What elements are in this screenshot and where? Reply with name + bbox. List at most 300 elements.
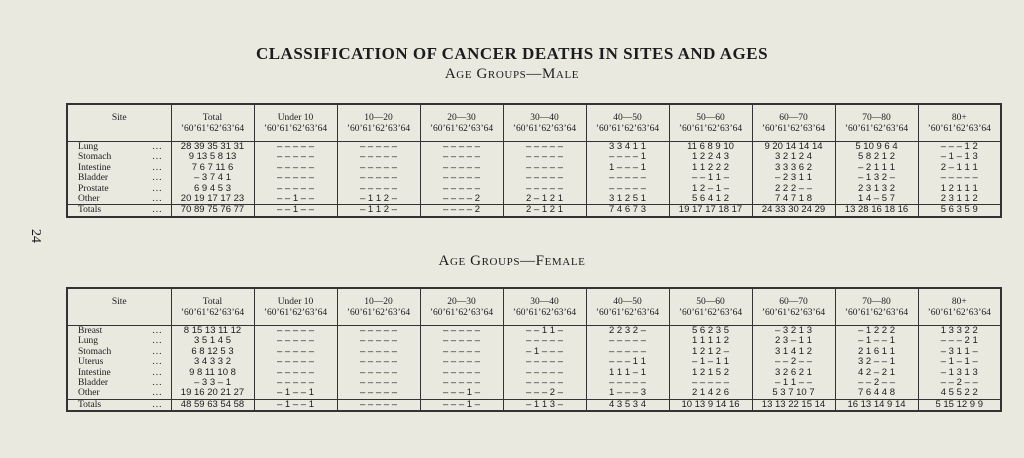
column-header: [669, 288, 752, 326]
leader-dots: ...: [152, 205, 163, 216]
table-cell: – – – – –: [277, 345, 314, 357]
table-cell: – – – – –: [360, 387, 397, 399]
site-header: Site: [67, 288, 171, 326]
total-value: 70 89 75 76 77: [180, 204, 245, 216]
table-cell: – – – – –: [360, 141, 397, 152]
site-name: Stomach: [78, 152, 112, 163]
column-header: [171, 288, 254, 326]
table-cell: – 1 – – –: [526, 345, 563, 357]
table-cell: 6 8 12 5 3: [191, 345, 234, 357]
total-value: – 1 – – 1: [277, 398, 314, 410]
value-column: [503, 326, 586, 400]
site-line: [68, 152, 171, 162]
age-group-label: 70—80: [862, 297, 891, 307]
table-cell: – – – – –: [360, 366, 397, 378]
value-column: [337, 142, 420, 205]
total-value: 13 28 16 18 16: [844, 204, 909, 216]
total-value: 7 4 6 7 3: [609, 204, 646, 216]
site-line: [68, 205, 171, 215]
leader-dots: ...: [152, 173, 163, 184]
totals-row: [67, 205, 1001, 217]
value-column: [669, 326, 752, 400]
totals-cell: [254, 399, 337, 411]
years-label: ’60’61’62’63’64: [346, 124, 411, 134]
table-cell: – – – – –: [443, 376, 480, 388]
site-line: [68, 388, 171, 398]
table-cell: 1 4 – 5 7: [858, 192, 895, 204]
table-cell: – – – 1 –: [443, 387, 480, 399]
leader-dots: ...: [152, 336, 163, 347]
value-column: [752, 326, 835, 400]
table-cell: – – – – –: [277, 182, 314, 194]
age-group-label: 40—50: [613, 113, 642, 123]
table-cell: 9 13 5 8 13: [188, 151, 237, 163]
table-cell: 1 2 1 2 –: [692, 345, 729, 357]
table-cell: – – 2 – –: [858, 376, 895, 388]
table-body-row: [67, 326, 1001, 400]
site-column: [67, 142, 171, 205]
table-cell: – – 1 1 –: [526, 325, 563, 336]
table-cell: 9 20 14 14 14: [764, 141, 823, 152]
column-header: [752, 288, 835, 326]
table-cell: – – – – –: [360, 356, 397, 368]
years-label: ’60’61’62’63’64: [761, 308, 826, 318]
column-header: [420, 104, 503, 142]
table-cell: – – – – –: [277, 335, 314, 347]
totals-cell: [337, 205, 420, 217]
table-cell: – – – – –: [360, 172, 397, 184]
table-cell: – 1 2 2 2: [858, 325, 895, 336]
value-column: [171, 142, 254, 205]
table-cell: – – – – –: [277, 161, 314, 173]
table-cell: – – – 1 1: [609, 356, 646, 368]
leader-dots: ...: [152, 399, 163, 410]
table-cell: – – – – –: [360, 182, 397, 194]
totals-cell: [835, 205, 918, 217]
table-body-row: [67, 142, 1001, 205]
table-cell: 4 2 – 2 1: [858, 366, 895, 378]
column-header: [586, 104, 669, 142]
table-cell: – – 1 1 –: [692, 172, 729, 184]
table-cell: – – – – –: [609, 182, 646, 194]
age-group-label: Total: [202, 297, 223, 307]
female-table: [66, 287, 1002, 412]
table-cell: 5 10 9 6 4: [855, 141, 898, 152]
total-value: 5 6 3 5 9: [940, 204, 978, 216]
male-table: [66, 103, 1002, 218]
table-cell: – – – – –: [526, 161, 563, 173]
totals-cell: [669, 399, 752, 411]
table-cell: – 1 1 2 –: [360, 192, 397, 204]
total-value: 13 13 22 15 14: [761, 398, 826, 410]
table-cell: – 1 – – 1: [858, 335, 895, 347]
table-cell: 3 2 1 2 4: [775, 151, 812, 163]
site-name: Stomach: [78, 346, 112, 357]
years-label: ’60’61’62’63’64: [346, 308, 411, 318]
table-cell: 4 5 5 2 2: [940, 387, 978, 399]
table-cell: 7 6 7 11 6: [191, 161, 234, 173]
site-line: [68, 326, 171, 336]
leader-dots: ...: [152, 367, 163, 378]
site-header: Site: [67, 104, 171, 142]
years-label: ’60’61’62’63’64: [263, 308, 328, 318]
age-group-label: 80+: [951, 297, 967, 307]
table-cell: 28 39 35 31 31: [180, 141, 245, 152]
page-number: 24: [28, 229, 43, 243]
years-label: ’60’61’62’63’64: [678, 124, 743, 134]
table-cell: – – – – –: [277, 325, 314, 336]
total-value: – 1 1 2 –: [360, 204, 397, 216]
age-group-label: 20—30: [447, 113, 476, 123]
table-cell: 2 – 1 2 1: [526, 192, 563, 204]
table-cell: 20 19 17 17 23: [180, 192, 245, 204]
site-line: [68, 378, 171, 388]
total-value: 16 13 14 9 14: [847, 398, 906, 410]
age-group-label: 50—60: [696, 297, 725, 307]
leader-dots: ...: [152, 152, 163, 163]
site-line: [68, 163, 171, 173]
table-cell: – – – – –: [360, 161, 397, 173]
leader-dots: ...: [152, 326, 163, 336]
table-cell: – – – – –: [526, 172, 563, 184]
table-cell: – – 1 – –: [277, 192, 314, 204]
total-value: 19 17 17 18 17: [678, 204, 743, 216]
site-name: Uterus: [78, 357, 104, 368]
table-cell: 3 2 – – 1: [858, 356, 895, 368]
column-header: [835, 104, 918, 142]
totals-cell: [752, 205, 835, 217]
totals-label: Totals: [78, 205, 102, 216]
table-cell: 1 – – – 1: [609, 161, 646, 173]
table-cell: – – – – –: [609, 376, 646, 388]
table-cell: 2 2 2 – –: [775, 182, 812, 194]
table-cell: – – 2 – –: [775, 356, 812, 368]
value-column: [918, 326, 1001, 400]
site-name: Prostate: [78, 183, 109, 194]
site-line: [68, 357, 171, 367]
total-value: – – – – 2: [443, 204, 480, 216]
table-cell: – – – – –: [443, 356, 480, 368]
site-name: Lung: [78, 336, 99, 347]
years-label: ’60’61’62’63’64: [927, 308, 991, 318]
table-cell: 2 3 1 1 2: [940, 192, 978, 204]
table-cell: – – – – –: [443, 325, 480, 336]
age-group-label: 60—70: [779, 113, 808, 123]
table-cell: – – – – –: [277, 356, 314, 368]
site-name: Other: [78, 388, 100, 399]
table-cell: – – – – –: [443, 141, 480, 152]
site-line: [68, 173, 171, 183]
table-cell: 1 1 2 2 2: [692, 161, 729, 173]
site-name: Bladder: [78, 173, 109, 184]
age-group-label: 10—20: [364, 113, 393, 123]
age-group-label: Under 10: [277, 113, 314, 123]
table-cell: – – – – 1: [609, 151, 646, 163]
table-cell: 5 8 2 1 2: [858, 151, 895, 163]
age-group-label: 30—40: [530, 297, 559, 307]
totals-row: [67, 399, 1001, 411]
table-cell: 1 1 1 – 1: [609, 366, 646, 378]
value-column: [254, 142, 337, 205]
column-header: [752, 104, 835, 142]
years-label: ’60’61’62’63’64: [844, 124, 909, 134]
years-label: ’60’61’62’63’64: [512, 308, 577, 318]
column-header: [503, 288, 586, 326]
value-column: [835, 326, 918, 400]
column-header: [337, 104, 420, 142]
header-row: [67, 288, 1001, 326]
table-cell: 3 1 4 1 2: [775, 345, 812, 357]
table-cell: – – – – –: [692, 376, 729, 388]
header-row: [67, 104, 1001, 142]
totals-cell: [337, 399, 420, 411]
age-group-label: 40—50: [613, 297, 642, 307]
age-group-label: 20—30: [447, 297, 476, 307]
column-header: [918, 288, 1001, 326]
table-cell: – – – – –: [526, 335, 563, 347]
totals-cell: [918, 205, 1001, 217]
totals-cell: [586, 205, 669, 217]
totals-cell: [503, 399, 586, 411]
table-cell: – 1 1 – –: [775, 376, 812, 388]
table-cell: 3 1 2 5 1: [609, 192, 646, 204]
value-column: [420, 326, 503, 400]
table-cell: 1 1 1 1 2: [692, 335, 729, 347]
site-name: Bladder: [78, 377, 109, 388]
value-column: [669, 142, 752, 205]
table-cell: – 1 – – 1: [277, 387, 314, 399]
table-cell: 1 2 – 1 –: [692, 182, 729, 194]
table-cell: – 3 7 4 1: [194, 172, 231, 184]
years-label: ’60’61’62’63’64: [180, 124, 245, 134]
leader-dots: ...: [152, 142, 163, 152]
years-label: ’60’61’62’63’64: [263, 124, 328, 134]
totals-cell: [503, 205, 586, 217]
table-cell: – – – – 2: [443, 192, 480, 204]
table-cell: – 2 3 1 1: [775, 172, 812, 184]
table-cell: – – – – –: [277, 376, 314, 388]
total-value: – – – – –: [360, 398, 397, 410]
leader-dots: ...: [152, 183, 163, 194]
table-cell: 1 2 1 5 2: [692, 366, 729, 378]
leader-dots: ...: [152, 388, 163, 399]
column-header: [254, 288, 337, 326]
age-group-label: 30—40: [530, 113, 559, 123]
table-cell: – – – 1 2: [940, 141, 978, 152]
column-header: [337, 288, 420, 326]
table-cell: 2 – 1 1 1: [940, 161, 978, 173]
table-cell: – – – – –: [609, 335, 646, 347]
table-cell: 5 6 2 3 5: [692, 325, 729, 336]
years-label: ’60’61’62’63’64: [761, 124, 826, 134]
age-group-label: 10—20: [364, 297, 393, 307]
table-cell: 3 2 6 2 1: [775, 366, 812, 378]
totals-cell: [918, 399, 1001, 411]
years-label: ’60’61’62’63’64: [844, 308, 909, 318]
leader-dots: ...: [152, 162, 163, 173]
table-cell: 3 3 3 6 2: [775, 161, 812, 173]
leader-dots: ...: [152, 357, 163, 368]
totals-cell: [171, 205, 254, 217]
table-cell: 7 4 7 1 8: [775, 192, 812, 204]
value-column: [752, 142, 835, 205]
table-cell: – – – 2 1: [940, 335, 978, 347]
table-cell: 1 2 1 1 1: [940, 182, 978, 194]
table-cell: – 1 – 1 –: [940, 356, 978, 368]
totals-cell: [669, 205, 752, 217]
table-cell: 6 9 4 5 3: [194, 182, 231, 194]
age-group-label: Total: [202, 113, 223, 123]
site-name: Other: [78, 193, 100, 204]
value-column: [420, 142, 503, 205]
table-cell: – 1 3 2 –: [858, 172, 895, 184]
totals-cell: [171, 399, 254, 411]
column-header: [918, 104, 1001, 142]
table-cell: – – – – –: [526, 151, 563, 163]
age-group-label: 50—60: [696, 113, 725, 123]
years-label: ’60’61’62’63’64: [595, 308, 660, 318]
age-group-label: 70—80: [862, 113, 891, 123]
table-cell: – – – – –: [277, 172, 314, 184]
table-cell: – – – – –: [443, 161, 480, 173]
value-column: [254, 326, 337, 400]
totals-cell: [420, 205, 503, 217]
table-cell: 5 3 7 10 7: [772, 387, 815, 399]
value-column: [918, 142, 1001, 205]
table-cell: – – – – –: [526, 376, 563, 388]
table-cell: – – – – –: [360, 151, 397, 163]
age-group-label: Under 10: [277, 297, 314, 307]
table-cell: 8 15 13 11 12: [183, 325, 242, 336]
site-line: [68, 194, 171, 204]
table-cell: 1 3 3 2 2: [940, 325, 978, 336]
male-subtitle: Age Groups—Male: [444, 66, 580, 82]
table-cell: – – – – –: [609, 345, 646, 357]
total-value: 24 33 30 24 29: [761, 204, 826, 216]
table-cell: – – – – –: [360, 335, 397, 347]
table-cell: – – – – –: [277, 366, 314, 378]
table-cell: – – – – –: [526, 182, 563, 194]
table-cell: – 1 3 1 3: [940, 366, 978, 378]
value-column: [337, 326, 420, 400]
female-subtitle: Age Groups—Female: [438, 253, 586, 269]
table-cell: 19 16 20 21 27: [180, 387, 245, 399]
table-cell: – – – – –: [940, 172, 978, 184]
table-cell: – – – – –: [526, 141, 563, 152]
table-cell: 7 6 4 4 8: [858, 387, 895, 399]
table-cell: – – – – –: [443, 335, 480, 347]
table-cell: 1 2 2 4 3: [692, 151, 729, 163]
table-cell: – 3 3 – 1: [194, 376, 231, 388]
table-cell: 11 6 8 9 10: [687, 141, 734, 152]
column-header: [669, 104, 752, 142]
table-cell: – 3 1 1 –: [940, 345, 978, 357]
years-label: ’60’61’62’63’64: [512, 124, 577, 134]
table-cell: 2 2 3 2 –: [609, 325, 646, 336]
site-name: Intestine: [78, 162, 111, 173]
years-label: ’60’61’62’63’64: [429, 124, 494, 134]
age-group-label: 60—70: [779, 297, 808, 307]
leader-dots: ...: [152, 377, 163, 388]
table-cell: – – – – –: [443, 366, 480, 378]
site-column: [67, 326, 171, 400]
total-value: 2 – 1 2 1: [526, 204, 563, 216]
column-header: [254, 104, 337, 142]
years-label: ’60’61’62’63’64: [678, 308, 743, 318]
table-cell: – – – – –: [443, 182, 480, 194]
site-name: Breast: [78, 326, 103, 336]
total-value: – – – 1 –: [443, 398, 480, 410]
column-header: [503, 104, 586, 142]
table-cell: – 1 – 1 3: [940, 151, 978, 163]
totals-cell: [254, 205, 337, 217]
value-column: [586, 142, 669, 205]
column-header: [420, 288, 503, 326]
total-value: 4 3 5 3 4: [609, 398, 646, 410]
years-label: ’60’61’62’63’64: [927, 124, 991, 134]
years-label: ’60’61’62’63’64: [429, 308, 494, 318]
table-cell: 3 4 3 3 2: [194, 356, 231, 368]
table-cell: – – – – –: [360, 325, 397, 336]
site-name: Lung: [78, 142, 99, 152]
table-cell: – – – – –: [277, 151, 314, 163]
value-column: [503, 142, 586, 205]
site-line: [68, 184, 171, 194]
age-group-label: 80+: [951, 113, 967, 123]
table-cell: 3 5 1 4 5: [194, 335, 231, 347]
years-label: ’60’61’62’63’64: [595, 124, 660, 134]
table-cell: – 3 2 1 3: [775, 325, 812, 336]
table-cell: 5 6 4 1 2: [692, 192, 729, 204]
table-cell: 2 1 4 2 6: [692, 387, 729, 399]
years-label: ’60’61’62’63’64: [180, 308, 245, 318]
table-cell: – – – – –: [526, 366, 563, 378]
table-cell: – – 2 – –: [940, 376, 978, 388]
total-value: 48 59 63 54 58: [180, 398, 245, 410]
value-column: [171, 326, 254, 400]
totals-label-cell: [67, 399, 171, 411]
totals-label-cell: [67, 205, 171, 217]
page-title: CLASSIFICATION OF CANCER DEATHS IN SITES AND AGES: [255, 44, 769, 63]
total-value: 5 15 12 9 9: [935, 398, 984, 410]
column-header: [171, 104, 254, 142]
table-cell: – – – – –: [526, 356, 563, 368]
table-cell: – – – – –: [443, 345, 480, 357]
value-column: [835, 142, 918, 205]
total-value: 10 13 9 14 16: [681, 398, 740, 410]
totals-cell: [835, 399, 918, 411]
site-name: Intestine: [78, 367, 111, 378]
table-cell: – – – – –: [443, 172, 480, 184]
table-cell: 2 1 6 1 1: [858, 345, 895, 357]
site-line: [68, 142, 171, 152]
column-header: [586, 288, 669, 326]
table-cell: – – – – –: [360, 376, 397, 388]
totals-cell: [586, 399, 669, 411]
table-cell: – 1 – 1 1: [692, 356, 729, 368]
table-cell: 3 3 4 1 1: [609, 141, 646, 152]
table-cell: – – – – –: [360, 345, 397, 357]
table-cell: – – – – –: [609, 172, 646, 184]
leader-dots: ...: [152, 193, 163, 204]
totals-cell: [420, 399, 503, 411]
table-cell: – – – – –: [277, 141, 314, 152]
site-line: [68, 368, 171, 378]
table-cell: 2 3 1 3 2: [858, 182, 895, 194]
totals-label: Totals: [78, 399, 102, 410]
totals-cell: [752, 399, 835, 411]
table-cell: – – – – –: [443, 151, 480, 163]
